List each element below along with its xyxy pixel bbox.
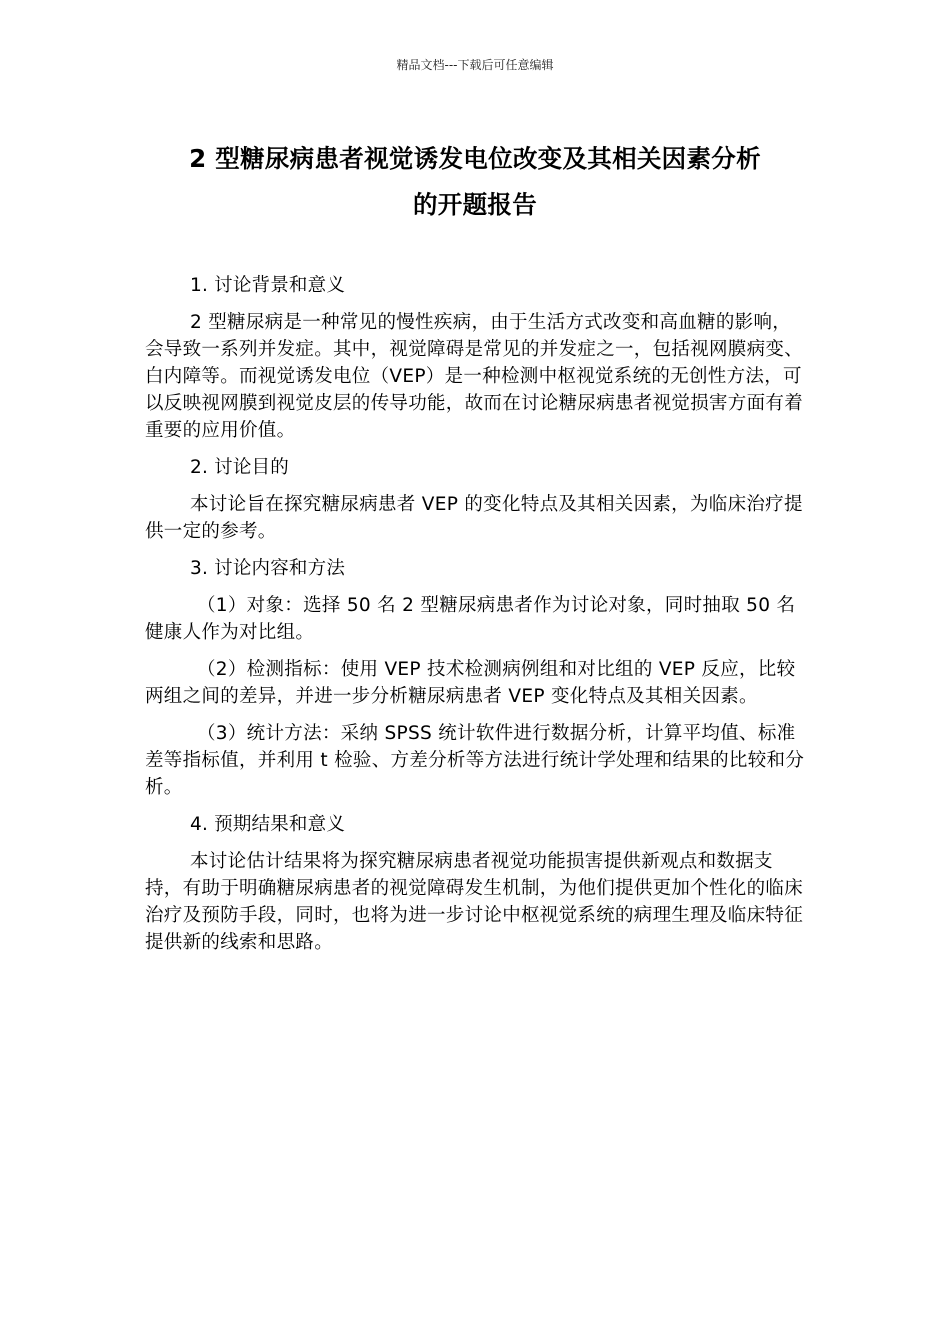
section-3-heading: 3. 讨论内容和方法 [190,558,346,579]
section-4-paragraph: 本讨论估计结果将为探究糖尿病患者视觉功能损害提供新观点和数据支持，有助于明确糖尿病患者的视觉障碍发生机制，为他们提供更加个性化的临床治疗及预防手段，同时，也将为进一步讨论中枢视觉系统的病理生理及临床特征提供新的线索和思路。 [145,851,804,953]
section-3-item-1: （1）对象：选择 50 名 2 型糖尿病患者作为讨论对象，同时抽取 50 名健康人作为对比组。 [145,595,796,643]
section-3-item-3: （3）统计方法：采纳 SPSS 统计软件进行数据分析，计算平均值、标准差等指标值，并利用 t 检验、方差分析等方法进行统计学处理和结果的比较和分析。 [145,723,805,798]
section-4-heading: 4. 预期结果和意义 [190,814,346,835]
section-2-paragraph: 本讨论旨在探究糖尿病患者 VEP 的变化特点及其相关因素，为临床治疗提供一定的参考。 [145,494,803,542]
document-body [145,272,809,966]
header-note: 精品文档---下载后可任意编辑 [396,58,554,72]
title-line-1: 2 型糖尿病患者视觉诱发电位改变及其相关因素分析 [189,144,761,173]
section-3-item-2: （2）检测指标：使用 VEP 技术检测病例组和对比组的 VEP 反应，比较两组之间的差异，并进一步分析糖尿病患者 VEP 变化特点及其相关因素。 [145,659,796,707]
title-line-2: 的开题报告 [413,190,537,219]
document-title [145,136,805,228]
section-1-paragraph: 2 型糖尿病是一种常见的慢性疾病，由于生活方式改变和高血糖的影响，会导致一系列并发症。其中，视觉障碍是常见的并发症之一，包括视网膜病变、白内障等。而视觉诱发电位（VEP）是一种检测中枢视觉系统的无创性方法，可以反映视网膜到视觉皮层的传导功能，故而在讨论糖尿病患者视觉损害方面有着重要的应用价值。 [145,312,804,441]
section-2-heading: 2. 讨论目的 [190,457,289,478]
section-1-heading: 1. 讨论背景和意义 [190,275,346,296]
